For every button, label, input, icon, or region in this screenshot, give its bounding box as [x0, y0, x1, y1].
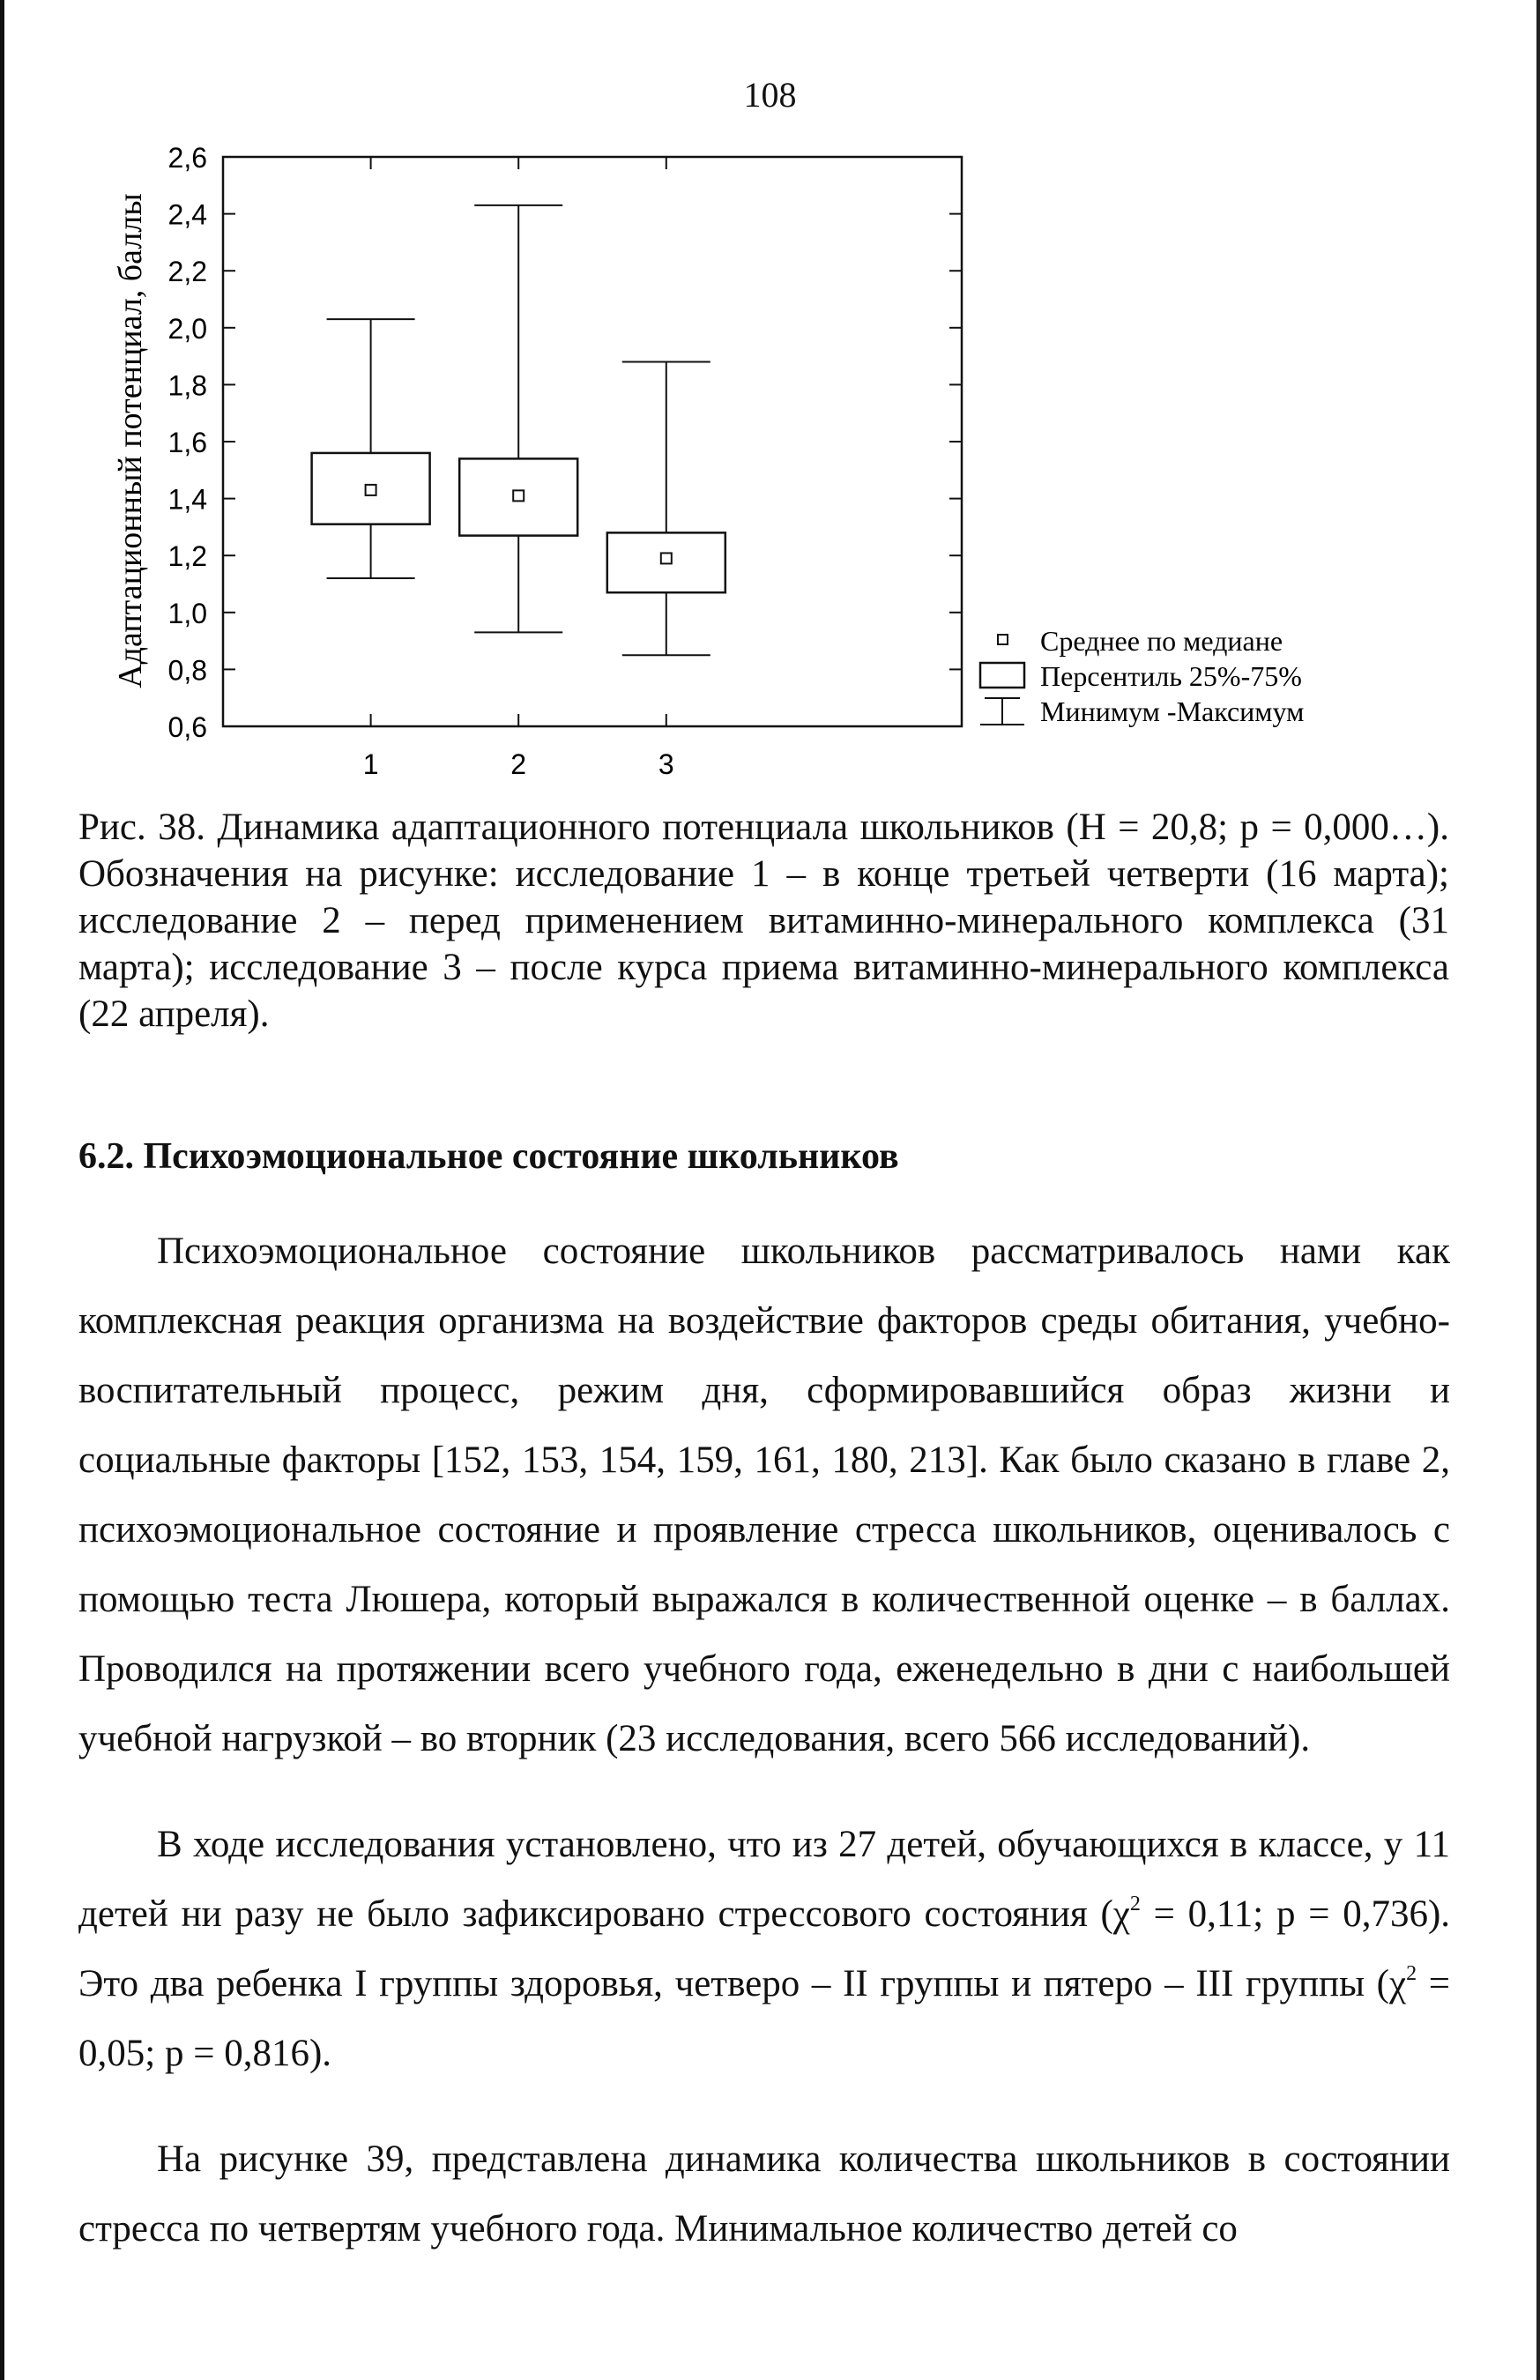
y-tick-label: 2,4 — [167, 198, 207, 231]
y-tick-label: 0,6 — [167, 711, 207, 743]
paragraph-2-part-b: = 0,11; p = 0,736). Это два ребенка I группы здоровья, четверо – II группы и пятеро – III группы (χ — [78, 1893, 1451, 2004]
mean-marker — [366, 485, 376, 495]
legend-label: Персентиль 25%-75% — [1040, 660, 1302, 692]
box-series — [312, 205, 725, 655]
plot-frame — [223, 157, 962, 726]
y-tick-label: 1,0 — [167, 597, 207, 629]
section-heading: 6.2. Психоэмоциональное состояние школьников — [78, 1136, 899, 1177]
legend-label: Среднее по медиане — [1040, 625, 1283, 657]
y-axis — [168, 142, 962, 743]
x-tick-label: 2 — [510, 748, 527, 776]
page-number: 108 — [743, 75, 797, 115]
chi-square-superscript-2: 2 — [1406, 1962, 1417, 1985]
y-axis-label: Адаптационный потенциал, баллы — [112, 193, 149, 688]
paragraph-1: Психоэмоциональное состояние школьников рассматривалось нами как комплексная реакция организма на воздействие факторов среды обитания, учебно-воспитательный процесс, режим дня, сформировавшийся образ жизни и социальные факторы [152, 153, 154, 159, 161, 180, 213]. Как было сказано в главе 2, психоэмоциональное состояние и проявление стресса школьников, оценивалось с помощью теста Люшера, который выражался в количественной оценке – в баллах. Проводился на протяжении всего учебного года, еженедельно в дни с наибольшей учебной нагрузкой – во вторник (23 исследования, всего 566 исследований). — [78, 1231, 1450, 1759]
y-tick-label: 2,2 — [167, 256, 207, 288]
chi-square-superscript-1: 2 — [1129, 1893, 1141, 1915]
figure-caption: Рис. 38. Динамика адаптационного потенциала школьников (H = 20,8; p = 0,000…). Обозначения на рисунке: исследование 1 – в конце третьей четверти (16 марта); исследование 2 – перед применением витаминно-минерального комплекса (31 марта); исследование 3 – после курса приема витаминно-минерального комплекса (22 апреля). — [78, 807, 1449, 1035]
y-tick-label: 0,8 — [167, 654, 207, 687]
y-tick-label: 1,4 — [167, 483, 207, 516]
y-tick-label: 2,0 — [167, 312, 207, 345]
x-tick-label: 3 — [658, 748, 674, 776]
legend-box-symbol — [980, 663, 1024, 688]
y-tick-label: 1,8 — [167, 369, 207, 402]
body-text — [78, 1216, 1450, 2300]
paragraph-2 — [78, 1810, 1450, 2088]
legend-mean-symbol — [998, 635, 1008, 644]
mean-marker — [661, 553, 672, 563]
boxplot-chart — [0, 0, 1540, 776]
y-tick-label: 2,6 — [167, 142, 207, 174]
legend-label: Минимум -Максимум — [1040, 695, 1305, 727]
legend — [980, 625, 1304, 727]
y-tick-label: 1,6 — [167, 427, 207, 458]
paragraph-2-part-a: В ходе исследования установлено, что из 27 детей, обучающихся в классе, у 11 детей ни разу не было зафиксировано стрессового состояния (χ — [78, 1824, 1450, 1935]
paragraph-2-part-c: = 0,05; p = 0,816). — [78, 1963, 1450, 2074]
y-tick-label: 1,2 — [167, 540, 207, 573]
mean-marker — [513, 490, 524, 501]
paragraph-3: На рисунке 39, представлена динамика количества школьников в состоянии стресса по четвертям учебного года. Минимальное количество детей со — [78, 2138, 1450, 2250]
x-tick-label: 1 — [362, 748, 379, 776]
